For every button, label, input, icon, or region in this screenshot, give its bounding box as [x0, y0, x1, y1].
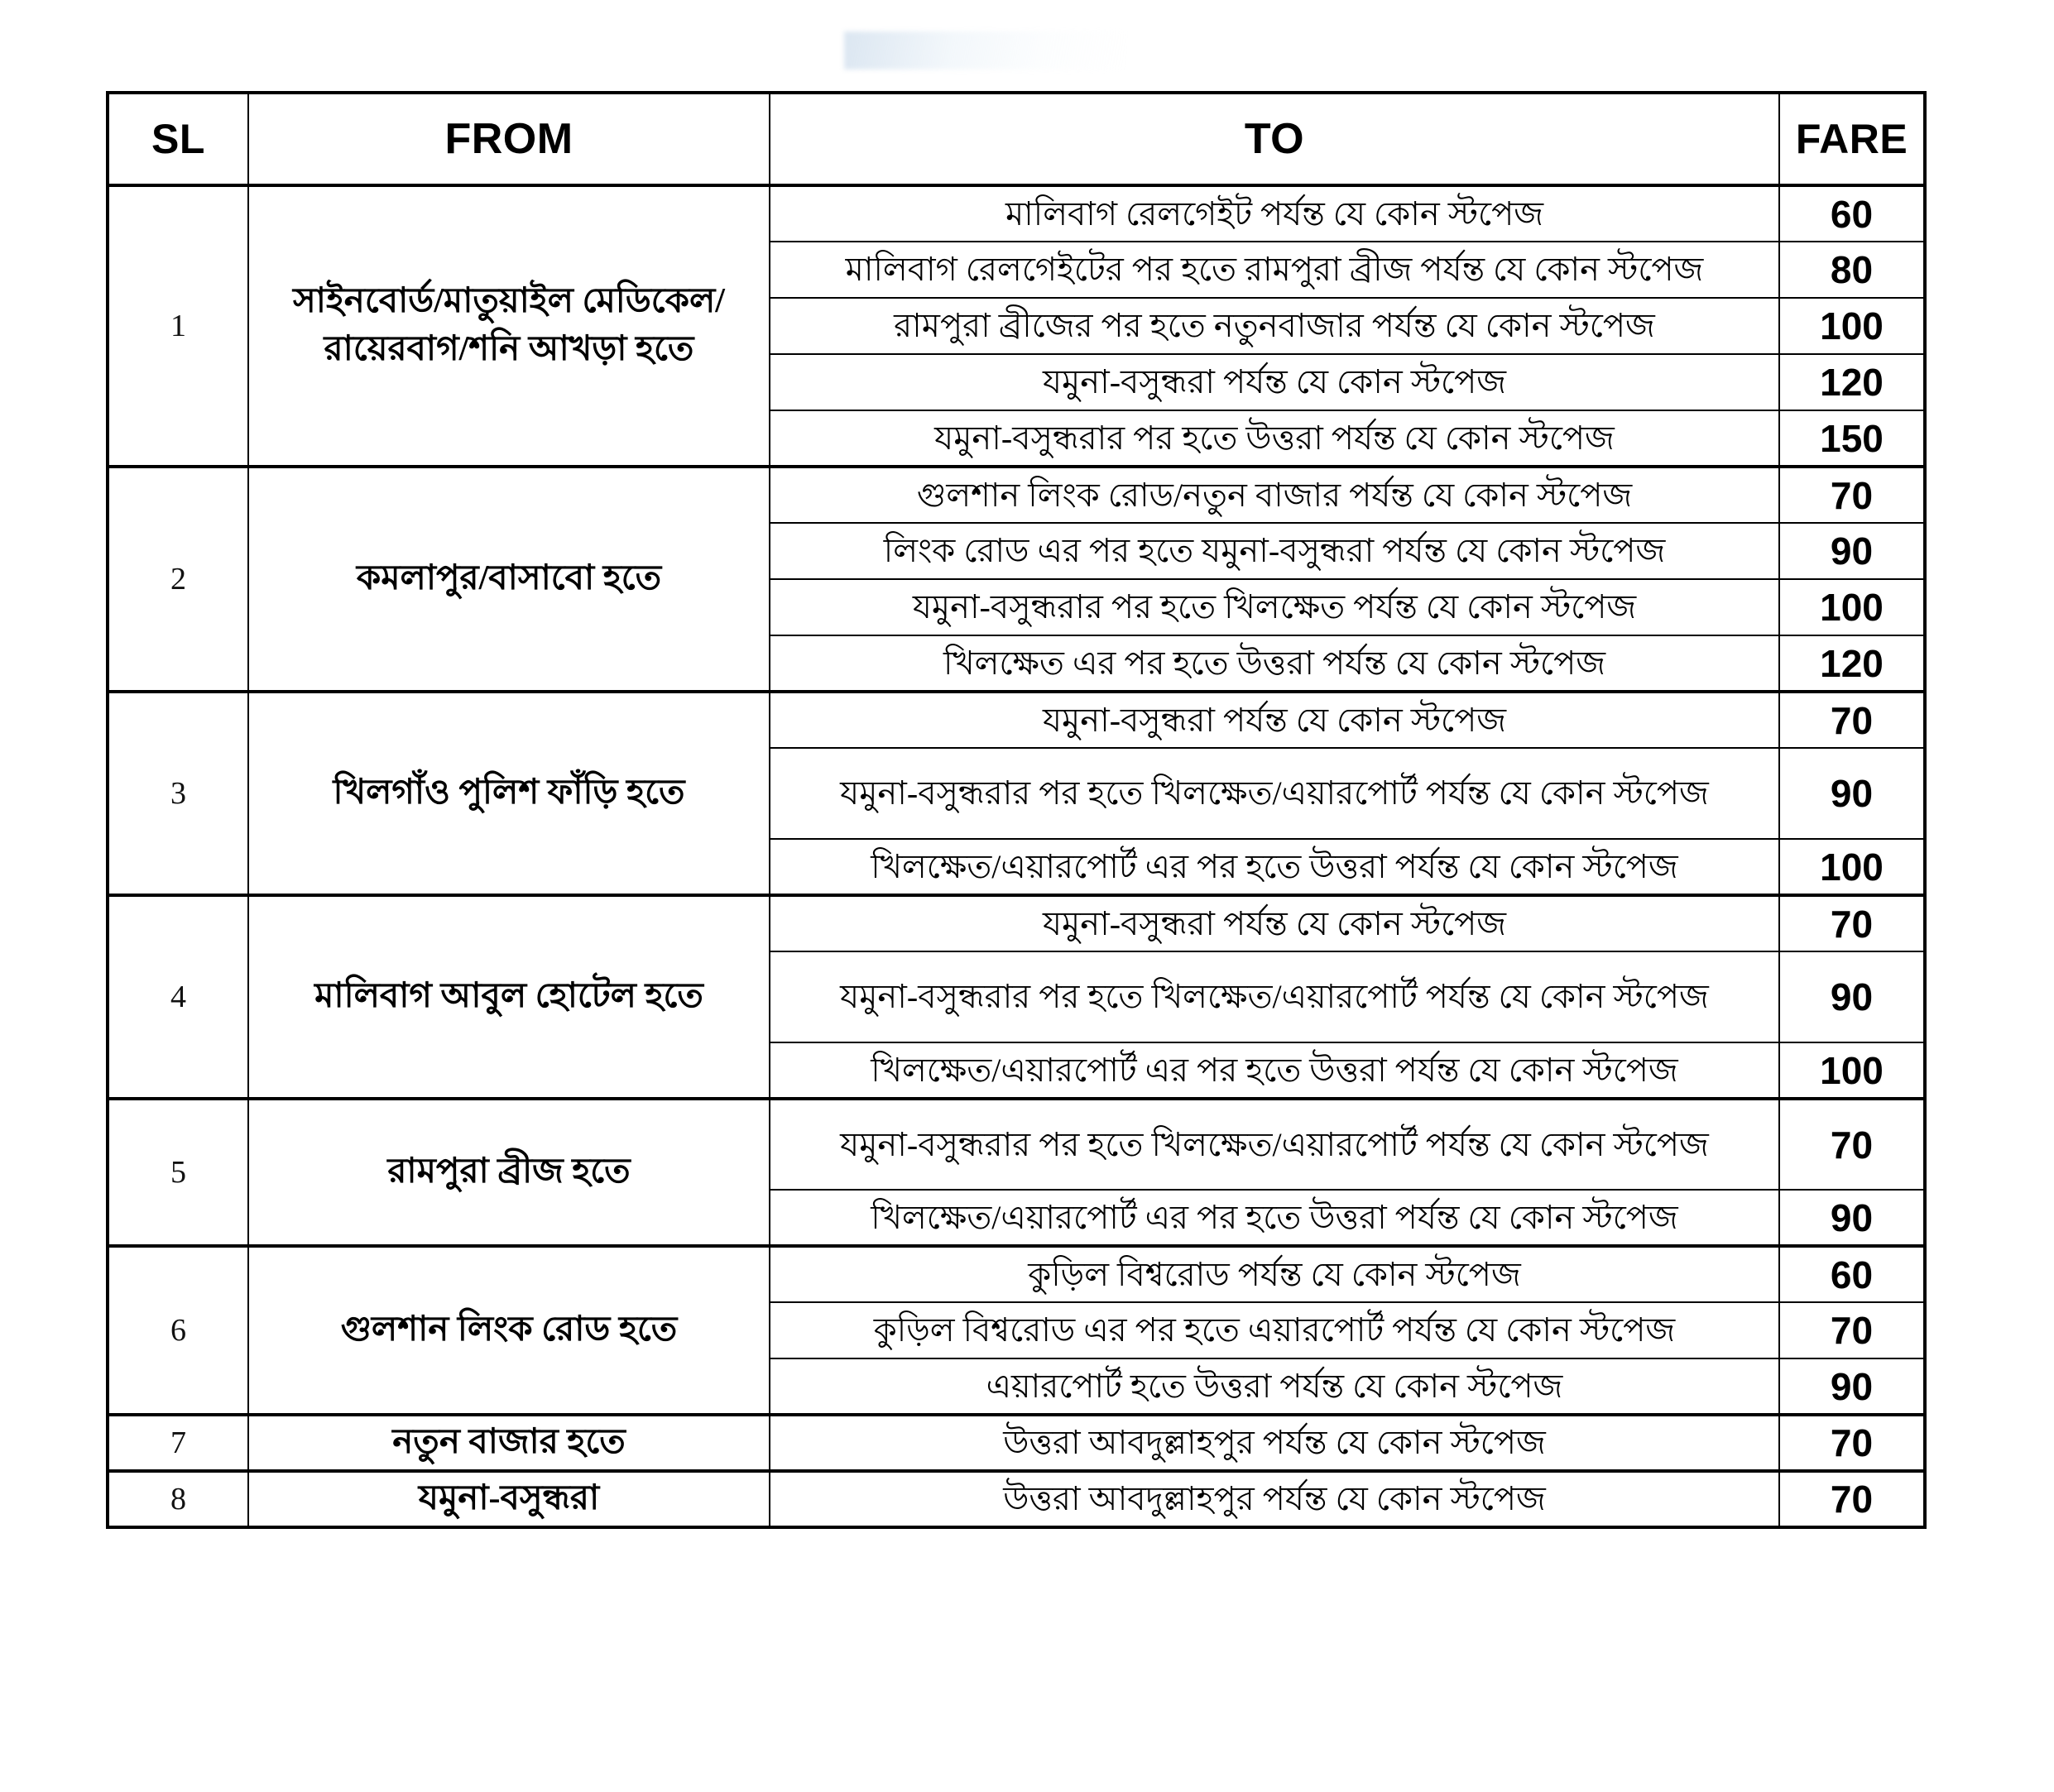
cell-from: [248, 1246, 770, 1415]
column-header-fare: FARE: [1779, 93, 1925, 185]
cell-to: যমুনা-বসুন্ধরার পর হতে খিলক্ষেত/এয়ারপোর্ট পর্যন্ত যে কোন স্টপেজ: [770, 1099, 1779, 1190]
table-row: [108, 467, 1925, 523]
cell-fare: 70: [1779, 895, 1925, 951]
cell-fare: 90: [1779, 1358, 1925, 1415]
cell-to: যমুনা-বসুন্ধরার পর হতে খিলক্ষেত/এয়ারপোর্ট পর্যন্ত যে কোন স্টপেজ: [770, 951, 1779, 1042]
cell-to: গুলশান লিংক রোড/নতুন বাজার পর্যন্ত যে কোন স্টপেজ: [770, 467, 1779, 523]
cell-to: যমুনা-বসুন্ধরা পর্যন্ত যে কোন স্টপেজ: [770, 354, 1779, 410]
cell-sl: 4: [108, 895, 248, 1099]
cell-fare: 90: [1779, 748, 1925, 839]
cell-fare: 80: [1779, 242, 1925, 298]
cell-fare: 100: [1779, 1042, 1925, 1099]
table-row: [108, 1471, 1925, 1527]
cell-fare: 120: [1779, 635, 1925, 692]
cell-to: খিলক্ষেত এর পর হতে উত্তরা পর্যন্ত যে কোন স্টপেজ: [770, 635, 1779, 692]
cell-from: [248, 895, 770, 1099]
table-row: [108, 1415, 1925, 1471]
cell-from: [248, 1415, 770, 1471]
table-body: [108, 185, 1925, 1527]
cell-to: এয়ারপোর্ট হতে উত্তরা পর্যন্ত যে কোন স্টপেজ: [770, 1358, 1779, 1415]
cell-sl: 1: [108, 185, 248, 467]
cell-sl: 5: [108, 1099, 248, 1246]
cell-fare: 90: [1779, 1190, 1925, 1246]
scan-artifact: [844, 31, 1125, 69]
cell-fare: 70: [1779, 692, 1925, 748]
fare-table: [106, 91, 1927, 1529]
cell-from: [248, 1099, 770, 1246]
from-line: গুলশান লিংক রোড হতে: [340, 1310, 678, 1349]
table-row: [108, 185, 1925, 242]
cell-to: খিলক্ষেত/এয়ারপোর্ট এর পর হতে উত্তরা পর্যন্ত যে কোন স্টপেজ: [770, 1190, 1779, 1246]
table-header: [108, 93, 1925, 185]
table-row: [108, 895, 1925, 951]
from-line: সাইনবোর্ড/মাতুয়াইল মেডিকেল/: [293, 282, 725, 321]
cell-fare: 100: [1779, 579, 1925, 635]
cell-fare: 60: [1779, 185, 1925, 242]
cell-fare: 70: [1779, 1415, 1925, 1471]
cell-sl: 3: [108, 692, 248, 895]
cell-sl: 6: [108, 1246, 248, 1415]
table-row: [108, 1246, 1925, 1302]
cell-fare: 70: [1779, 467, 1925, 523]
header-row: [108, 93, 1925, 185]
cell-fare: 150: [1779, 410, 1925, 467]
from-line: মালিবাগ আবুল হোটেল হতে: [314, 977, 703, 1016]
cell-from: [248, 1471, 770, 1527]
cell-to: উত্তরা আবদুল্লাহপুর পর্যন্ত যে কোন স্টপেজ: [770, 1471, 1779, 1527]
column-header-sl: SL: [108, 93, 248, 185]
cell-from: [248, 185, 770, 467]
cell-fare: 90: [1779, 951, 1925, 1042]
cell-to: যমুনা-বসুন্ধরা পর্যন্ত যে কোন স্টপেজ: [770, 895, 1779, 951]
cell-to: রামপুরা ব্রীজের পর হতে নতুনবাজার পর্যন্ত যে কোন স্টপেজ: [770, 298, 1779, 354]
cell-to: লিংক রোড এর পর হতে যমুনা-বসুন্ধরা পর্যন্ত যে কোন স্টপেজ: [770, 523, 1779, 579]
cell-to: যমুনা-বসুন্ধরার পর হতে খিলক্ষেত/এয়ারপোর্ট পর্যন্ত যে কোন স্টপেজ: [770, 748, 1779, 839]
column-header-to: TO: [770, 93, 1779, 185]
cell-to: খিলক্ষেত/এয়ারপোর্ট এর পর হতে উত্তরা পর্যন্ত যে কোন স্টপেজ: [770, 1042, 1779, 1099]
table-row: [108, 692, 1925, 748]
from-line: খিলগাঁও পুলিশ ফাঁড়ি হতে: [333, 774, 685, 812]
cell-to: মালিবাগ রেলগেইট পর্যন্ত যে কোন স্টপেজ: [770, 185, 1779, 242]
cell-to: খিলক্ষেত/এয়ারপোর্ট এর পর হতে উত্তরা পর্যন্ত যে কোন স্টপেজ: [770, 839, 1779, 895]
column-header-from: FROM: [248, 93, 770, 185]
cell-to: যমুনা-বসুন্ধরার পর হতে উত্তরা পর্যন্ত যে কোন স্টপেজ: [770, 410, 1779, 467]
from-line: নতুন বাজার হতে: [392, 1423, 626, 1462]
table-row: [108, 1099, 1925, 1190]
cell-fare: 70: [1779, 1471, 1925, 1527]
from-line: রামপুরা ব্রীজ হতে: [387, 1152, 631, 1191]
cell-to: মালিবাগ রেলগেইটের পর হতে রামপুরা ব্রীজ পর্যন্ত যে কোন স্টপেজ: [770, 242, 1779, 298]
cell-to: যমুনা-বসুন্ধরার পর হতে খিলক্ষেত পর্যন্ত যে কোন স্টপেজ: [770, 579, 1779, 635]
cell-to: উত্তরা আবদুল্লাহপুর পর্যন্ত যে কোন স্টপেজ: [770, 1415, 1779, 1471]
cell-fare: 60: [1779, 1246, 1925, 1302]
cell-from: [248, 692, 770, 895]
cell-from: [248, 467, 770, 692]
from-line: রায়েরবাগ/শনি আখড়া হতে: [324, 330, 694, 368]
fare-table-container: [106, 91, 1923, 1529]
cell-to: কুড়িল বিশ্বরোড পর্যন্ত যে কোন স্টপেজ: [770, 1246, 1779, 1302]
cell-sl: 7: [108, 1415, 248, 1471]
cell-sl: 2: [108, 467, 248, 692]
cell-fare: 70: [1779, 1302, 1925, 1358]
cell-to: কুড়িল বিশ্বরোড এর পর হতে এয়ারপোর্ট পর্যন্ত যে কোন স্টপেজ: [770, 1302, 1779, 1358]
cell-fare: 90: [1779, 523, 1925, 579]
from-line: কমলাপুর/বাসাবো হতে: [356, 559, 662, 598]
cell-fare: 70: [1779, 1099, 1925, 1190]
cell-fare: 100: [1779, 298, 1925, 354]
from-line: যমুনা-বসুন্ধরা: [418, 1479, 600, 1518]
cell-sl: 8: [108, 1471, 248, 1527]
cell-fare: 120: [1779, 354, 1925, 410]
cell-to: যমুনা-বসুন্ধরা পর্যন্ত যে কোন স্টপেজ: [770, 692, 1779, 748]
cell-fare: 100: [1779, 839, 1925, 895]
